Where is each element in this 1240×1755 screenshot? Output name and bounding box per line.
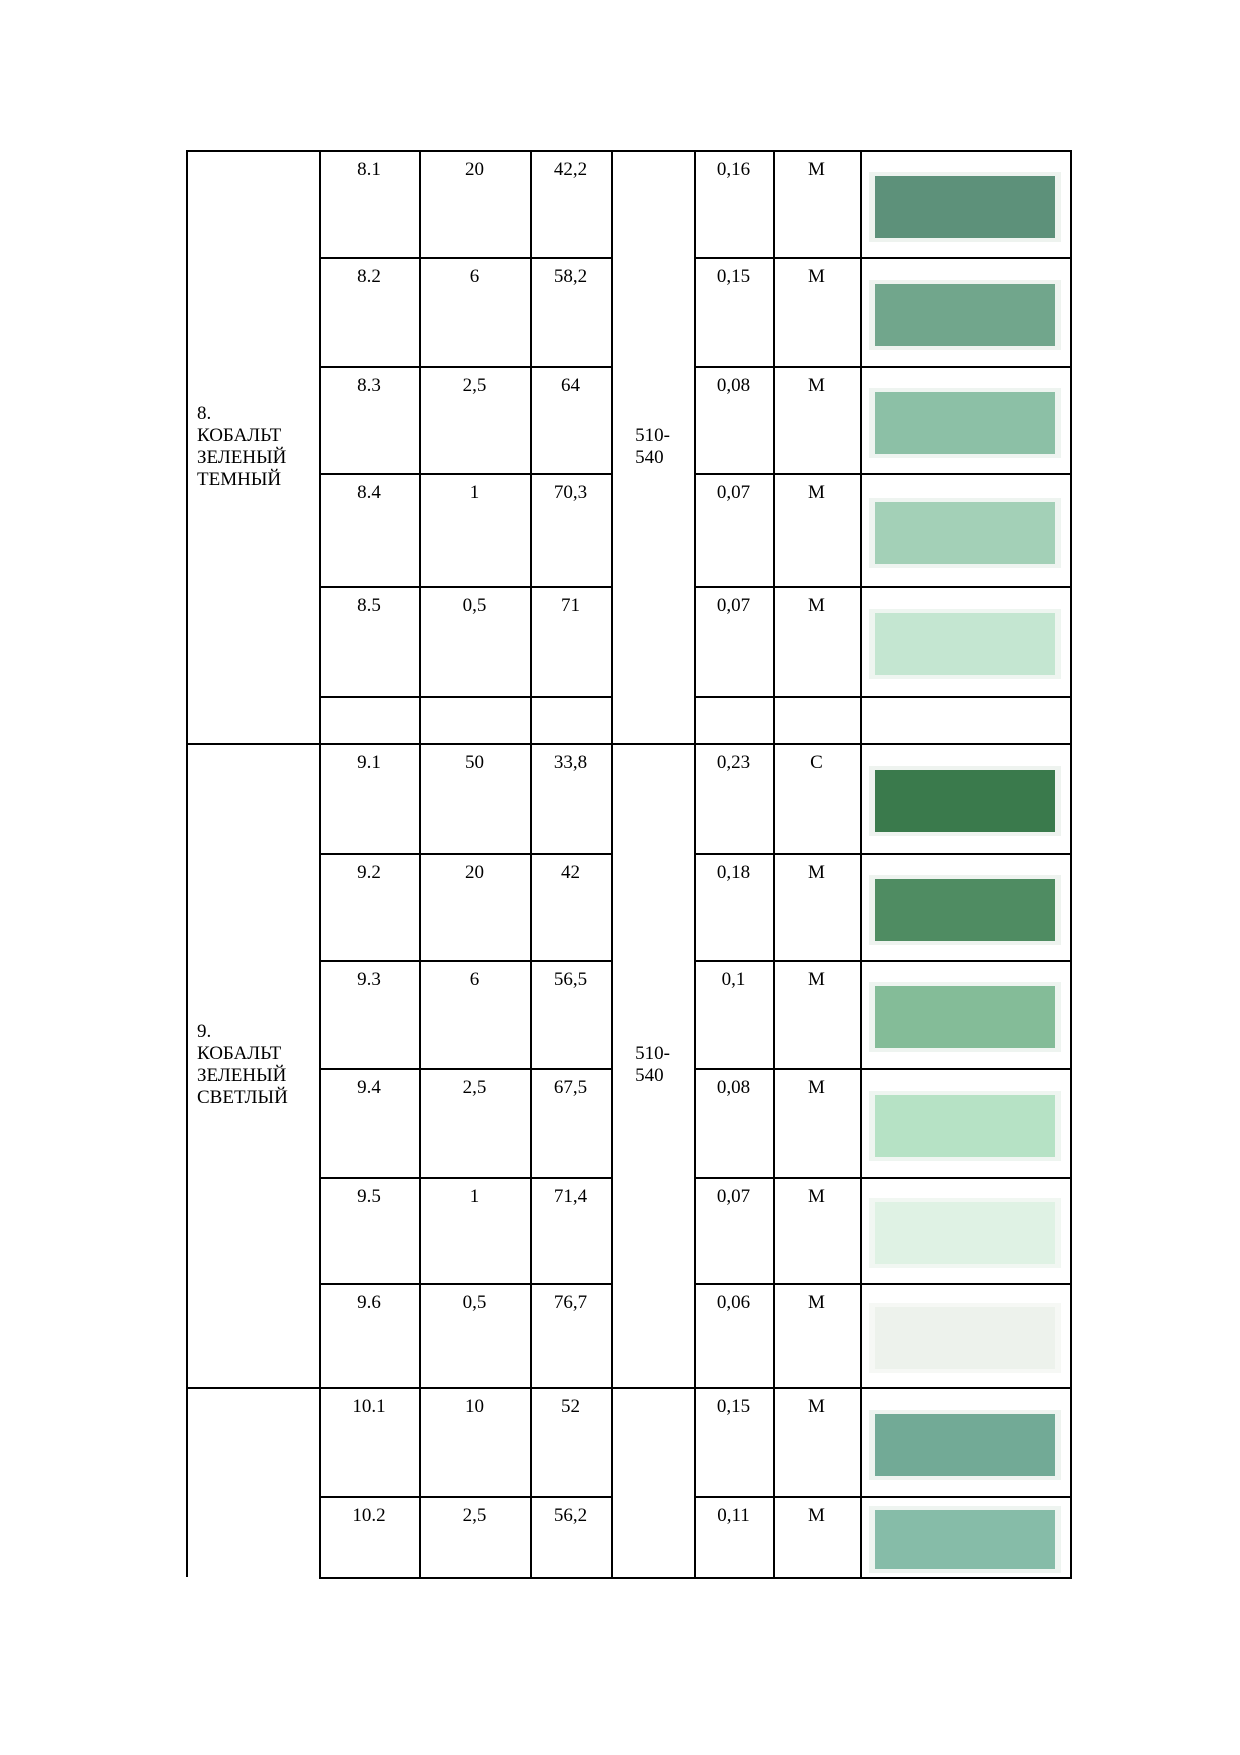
color-swatch [869,1198,1061,1268]
grade-value: М [808,482,825,503]
column-divider [694,743,696,1389]
grade-value [773,696,860,743]
row-divider [694,853,1071,855]
color-swatch-fill [875,176,1055,238]
sample-id [319,696,419,743]
column-divider [611,743,613,1389]
reflectance-value: 67,5 [553,1077,588,1098]
column-divider [319,743,321,1389]
color-swatch-fill [875,392,1055,454]
coefficient-value: 0,18 [716,862,751,883]
color-swatch-fill [875,613,1055,675]
reflectance-value: 64 [561,375,580,396]
row-divider [694,1068,1071,1070]
group-name-text: 9. КОБАЛЬТ ЗЕЛЕНЫЙ СВЕТЛЫЙ [197,1021,288,1108]
column-divider [530,743,532,1389]
concentration-value: 6 [469,969,480,990]
row-divider [319,473,612,475]
color-swatch [869,498,1061,568]
row-divider [694,473,1071,475]
wavelength-cell [611,1387,694,1577]
concentration-value: 2,5 [462,1077,487,1098]
sample-id: 9.6 [357,1292,381,1313]
color-swatch-fill [875,1510,1055,1569]
group-name [186,150,319,743]
concentration-value: 20 [465,862,484,883]
grade-value: С [810,752,823,773]
sample-id: 9.1 [357,752,381,773]
reflectance-value: 33,8 [553,752,588,773]
table-border-left [186,1387,188,1577]
color-swatch-fill [875,1307,1055,1369]
row-divider [319,366,612,368]
wavelength-cell [611,150,694,743]
column-divider [1070,150,1072,745]
reflectance-value: 58,2 [553,266,588,287]
concentration-value: 0,5 [462,1292,487,1313]
table-border-left [186,743,188,1387]
color-swatch-fill [875,986,1055,1048]
color-swatch [869,766,1061,836]
group-name [186,743,319,1387]
concentration-value: 6 [469,266,480,287]
column-divider [530,150,532,745]
grade-value: М [808,1077,825,1098]
color-swatch [869,1506,1061,1573]
sample-id: 8.5 [357,595,381,616]
concentration-value: 1 [469,482,480,503]
reflectance-value: 71,4 [553,1186,588,1207]
grade-value: М [808,1292,825,1313]
row-divider [319,1068,612,1070]
reflectance-value [530,696,611,743]
sample-id: 8.2 [357,266,381,287]
reflectance-value: 70,3 [553,482,588,503]
color-swatch-fill [875,1095,1055,1157]
coefficient-value: 0,11 [717,1505,750,1526]
color-swatch [869,982,1061,1052]
color-swatch-fill [875,502,1055,564]
column-divider [773,150,775,745]
grade-value: М [808,862,825,883]
column-divider [611,150,613,745]
sample-id: 8.3 [357,375,381,396]
row-divider [319,696,612,698]
coefficient-value: 0,08 [716,1077,751,1098]
column-divider [860,150,862,745]
column-divider [530,1387,532,1579]
concentration-value [419,696,530,743]
coefficient-value: 0,06 [716,1292,751,1313]
wavelength-value: 510- 540 [635,424,670,468]
row-divider [694,960,1071,962]
column-divider [419,1387,421,1579]
grade-value: М [808,1396,825,1417]
sample-id: 9.3 [357,969,381,990]
concentration-value: 2,5 [462,375,487,396]
column-divider [419,743,421,1389]
row-divider [694,366,1071,368]
column-divider [860,1387,862,1579]
row-divider [319,586,612,588]
wavelength-cell [611,743,694,1387]
coefficient-value: 0,08 [716,375,751,396]
color-swatch-fill [875,1202,1055,1264]
row-divider [319,1283,612,1285]
grade-value: М [808,969,825,990]
column-divider [319,1387,321,1579]
coefficient-value: 0,07 [716,482,751,503]
color-swatch-fill [875,284,1055,346]
concentration-value: 0,5 [462,595,487,616]
column-divider [1070,743,1072,1389]
sample-id: 8.1 [357,159,381,180]
color-swatch-fill [875,770,1055,832]
column-divider [694,1387,696,1579]
sample-id: 9.2 [357,862,381,883]
coefficient-value: 0,1 [721,969,746,990]
sample-id: 10.1 [352,1396,386,1417]
color-swatch [869,280,1061,350]
row-divider [694,586,1071,588]
color-swatch [869,609,1061,679]
concentration-value: 50 [465,752,484,773]
sample-id: 9.4 [357,1077,381,1098]
column-divider [773,743,775,1389]
coefficient-value: 0,07 [716,1186,751,1207]
table-border-left [186,150,188,743]
group-name-text: 8. КОБАЛЬТ ЗЕЛЕНЫЙ ТЕМНЫЙ [197,402,287,490]
coefficient-value: 0,23 [716,752,751,773]
column-divider [611,1387,613,1579]
grade-value: М [808,595,825,616]
group-name [186,1387,319,1577]
reflectance-value: 42 [561,862,580,883]
column-divider [419,150,421,745]
row-divider [319,1496,612,1498]
column-divider [773,1387,775,1579]
wavelength-value: 510- 540 [635,1043,670,1086]
sample-id: 8.4 [357,482,381,503]
row-divider [694,1496,1071,1498]
color-swatch [869,875,1061,945]
color-swatch [869,1091,1061,1161]
sample-id: 10.2 [352,1505,386,1526]
color-swatch [869,388,1061,458]
reflectance-value: 76,7 [553,1292,588,1313]
reflectance-value: 42,2 [553,159,588,180]
row-divider [319,960,612,962]
coefficient-value: 0,15 [716,266,751,287]
column-divider [319,150,321,745]
reflectance-value: 56,2 [553,1505,588,1526]
concentration-value: 2,5 [462,1505,487,1526]
row-divider [319,257,612,259]
sample-id: 9.5 [357,1186,381,1207]
reflectance-value: 52 [561,1396,580,1417]
reflectance-value: 71 [561,595,580,616]
grade-value: М [808,375,825,396]
row-divider [319,853,612,855]
table-bottom [319,1577,1072,1579]
column-divider [694,150,696,745]
color-swatch [869,172,1061,242]
grade-value: М [808,159,825,180]
row-divider [694,696,1071,698]
coefficient-value [694,696,773,743]
color-swatch [869,1303,1061,1373]
coefficient-value: 0,07 [716,595,751,616]
coefficient-value: 0,16 [716,159,751,180]
column-divider [860,743,862,1389]
coefficient-value: 0,15 [716,1396,751,1417]
row-divider [694,1283,1071,1285]
reflectance-value: 56,5 [553,969,588,990]
grade-value: М [808,1186,825,1207]
row-divider [694,257,1071,259]
concentration-value: 1 [469,1186,480,1207]
color-swatch-fill [875,1414,1055,1476]
concentration-value: 20 [465,159,484,180]
grade-value: М [808,1505,825,1526]
row-divider [694,1177,1071,1179]
color-swatch-fill [875,879,1055,941]
column-divider [1070,1387,1072,1579]
row-divider [319,1177,612,1179]
concentration-value: 10 [465,1396,484,1417]
grade-value: М [808,266,825,287]
color-swatch [869,1410,1061,1480]
